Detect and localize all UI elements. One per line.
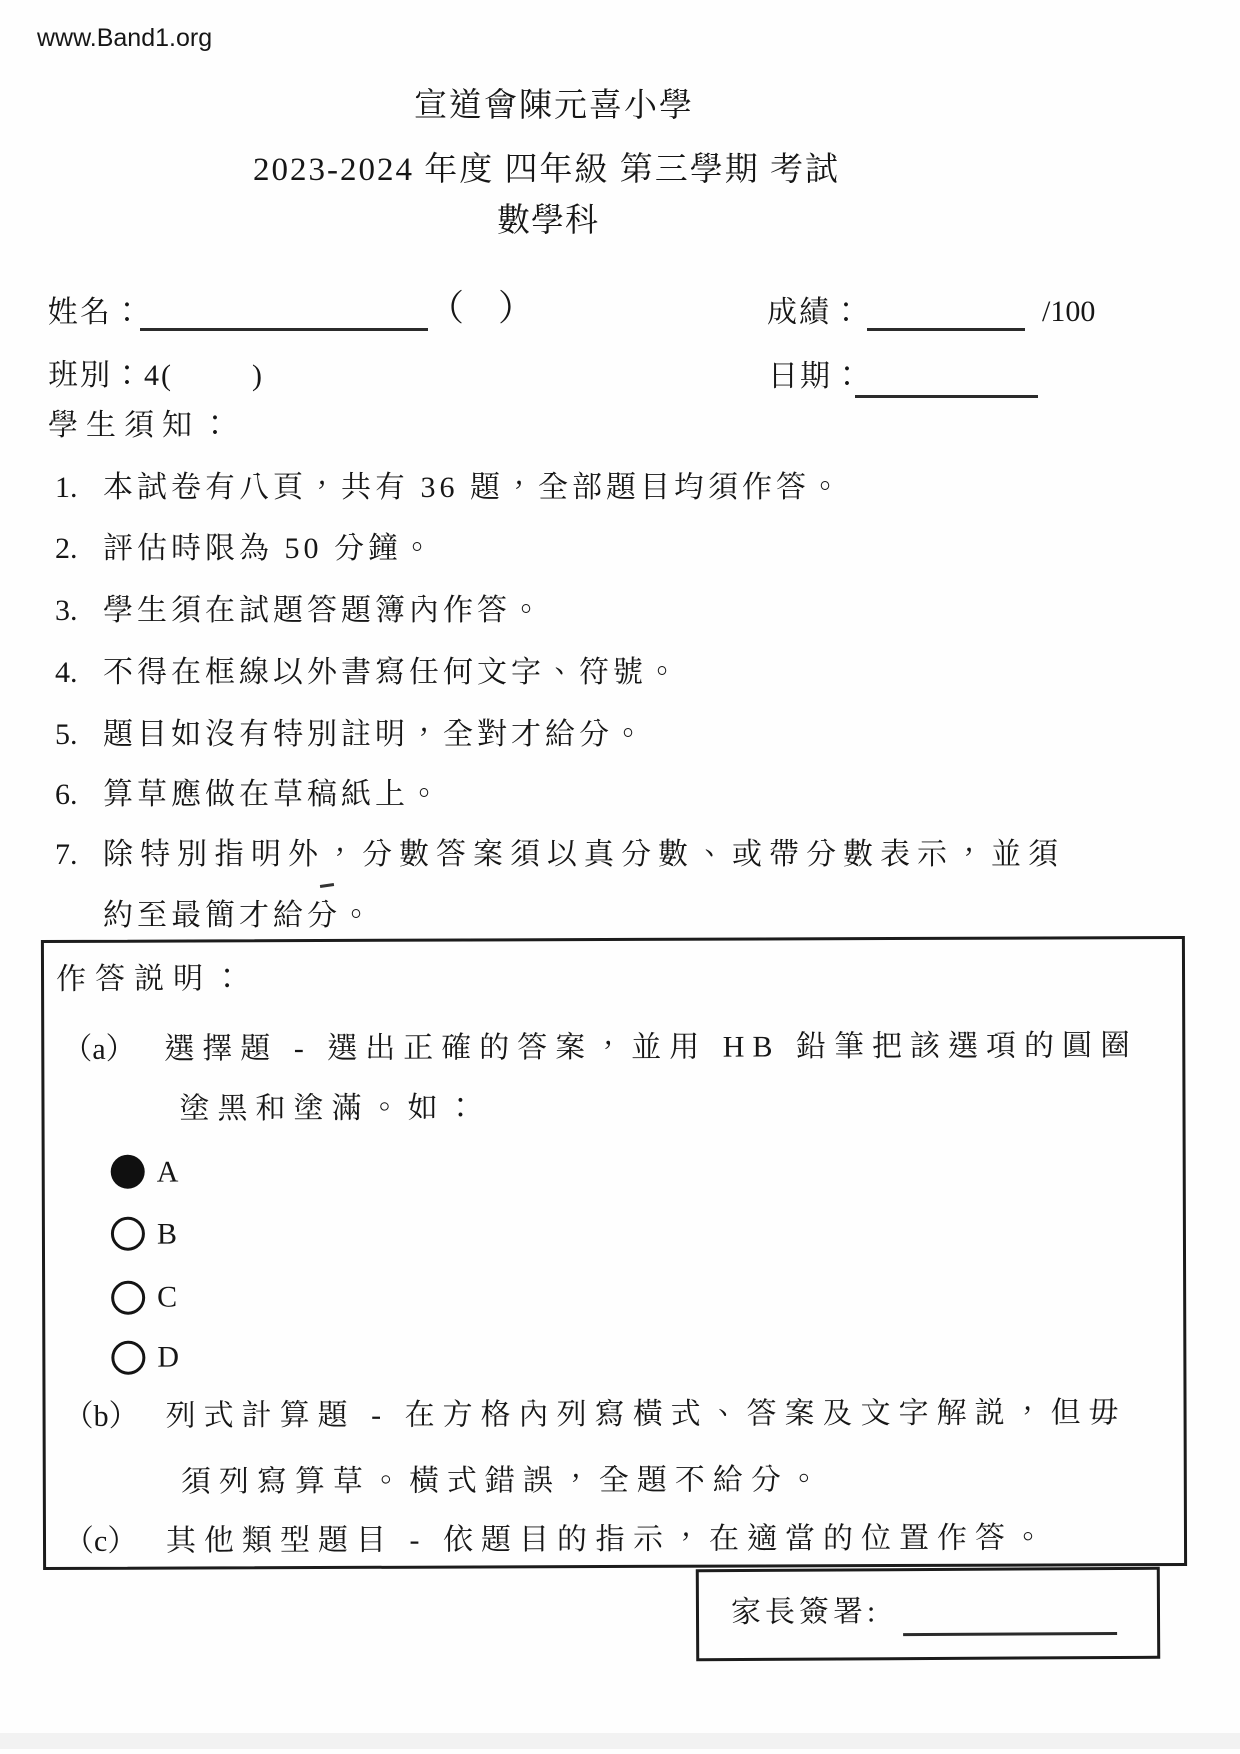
note-item-text: 不得在框線以外書寫任何文字、符號。	[103, 656, 681, 689]
option-bubble-filled	[111, 1155, 145, 1189]
option-bubble-empty	[111, 1217, 145, 1251]
parent-signature-blank-line	[903, 1632, 1117, 1636]
name-paren-close: ）	[498, 288, 535, 328]
item-a-line2: 塗黑和塗滿。如：	[179, 1091, 484, 1126]
note-item-number: 4.	[55, 656, 78, 689]
date-blank-line	[855, 395, 1038, 398]
note-item-number: 7.	[55, 838, 78, 871]
item-b-line2: 須列寫算草。橫式錯誤，全題不給分。	[180, 1463, 827, 1499]
note-item-text: 除特別指明外，分數答案須以真分數、或帶分數表示，並須	[103, 838, 1065, 871]
score-denominator: /100	[1042, 295, 1096, 328]
scan-artifact-mark	[320, 883, 334, 888]
note-item-text: 評估時限為 50 分鐘。	[103, 532, 436, 565]
score-blank-line	[867, 328, 1025, 331]
class-label: 班別：4(	[48, 359, 173, 392]
option-letter: C	[157, 1280, 178, 1314]
date-label: 日期：	[768, 360, 864, 393]
note-item-text: 算草應做在草稿紙上。	[103, 778, 443, 811]
note-item-number: 3.	[55, 594, 78, 627]
name-label: 姓名：	[48, 296, 144, 329]
bottom-gray-strip	[0, 1733, 1240, 1749]
note-item-number: 5.	[55, 718, 78, 751]
note-item-text: 題目如沒有特別註明，全對才給分。	[103, 718, 647, 751]
note-item-number: 1.	[55, 471, 78, 504]
item-b-label: （b）	[63, 1399, 139, 1433]
item-c-label: （c）	[63, 1524, 138, 1558]
note-item-text: 本試卷有八頁，共有 36 題，全部題目均須作答。	[103, 471, 844, 504]
note-item-number: 6.	[55, 778, 78, 811]
note-item-number: 2.	[55, 532, 78, 565]
parent-signature-box	[696, 1567, 1160, 1661]
class-paren-close: )	[252, 359, 262, 392]
score-label: 成績：	[767, 296, 863, 329]
option-letter: D	[157, 1340, 180, 1374]
option-letter: A	[156, 1155, 179, 1189]
school-name: 宣道會陳元喜小學	[414, 88, 694, 124]
option-bubble-empty	[111, 1341, 145, 1375]
answer-instructions-heading: 作答説明：	[55, 962, 252, 996]
student-notes-heading: 學生須知：	[48, 409, 238, 442]
item-a-label: （a）	[62, 1032, 136, 1066]
item-c-text: 其他類型題目 - 依題目的指示，在適當的位置作答。	[165, 1521, 1052, 1558]
note-item7-line2: 約至最簡才給分。	[103, 899, 375, 932]
name-paren-open: （	[428, 288, 465, 328]
note-item-text: 學生須在試題答題簿內作答。	[103, 594, 545, 627]
exam-title: 2023-2024 年度 四年級 第三學期 考試	[253, 152, 840, 188]
answer-instructions-box	[41, 936, 1187, 1570]
watermark: www.Band1.org	[37, 24, 213, 52]
subject-title: 數學科	[497, 203, 599, 239]
option-letter: B	[156, 1217, 178, 1251]
parent-signature-label: 家長簽署:	[730, 1595, 880, 1630]
item-b-line1: 列式計算題 - 在方格內列寫橫式、答案及文字解説，但毋	[165, 1396, 1127, 1433]
item-a-line1: 選擇題 - 選出正確的答案，並用 HB 鉛筆把該選項的圓圈	[164, 1029, 1139, 1066]
option-bubble-empty	[111, 1281, 145, 1315]
name-blank-line	[140, 328, 428, 331]
